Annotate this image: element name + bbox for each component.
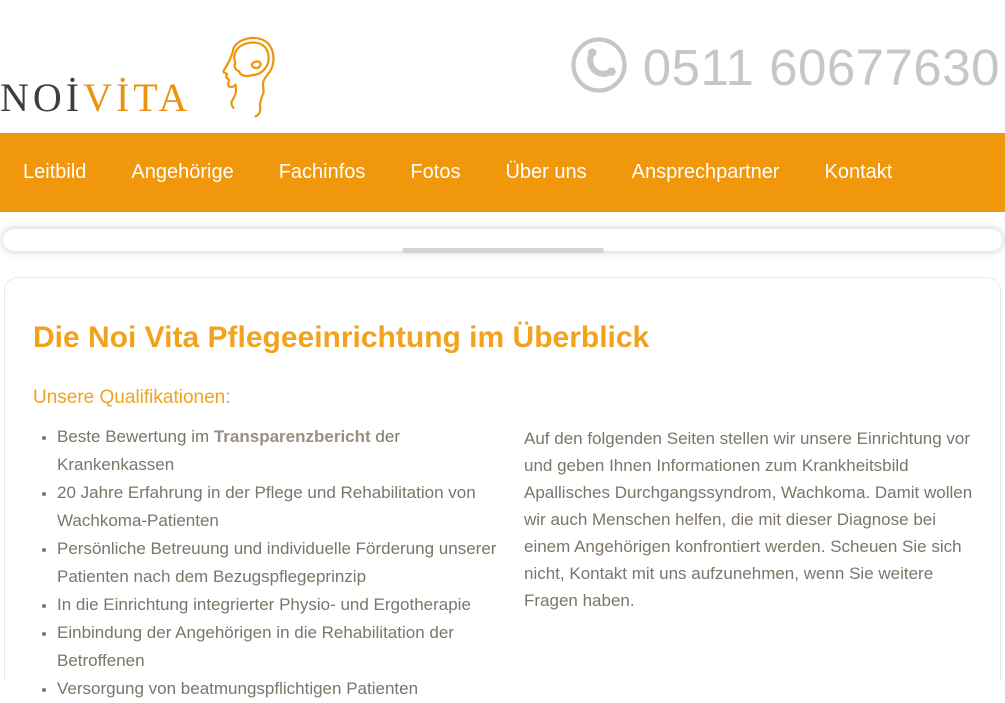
content-panel xyxy=(4,277,1001,698)
nav-item-fotos[interactable]: Fotos xyxy=(410,161,461,183)
qualifications-list xyxy=(33,421,498,703)
logo-wordmark xyxy=(0,75,192,120)
section-title: Unsere Qualifikationen: xyxy=(33,387,231,408)
intro-column xyxy=(524,421,986,703)
nav-item-ansprechpartner[interactable]: Ansprechpartner xyxy=(631,161,780,183)
nav-item-angehoerige[interactable]: Angehörige xyxy=(131,161,234,183)
page-title: Die Noi Vita Pflegeeinrichtung im Überblick xyxy=(33,321,650,354)
nav-item-ueber-uns[interactable]: Über uns xyxy=(505,161,587,183)
header xyxy=(0,0,1005,133)
qualification-item: • Persönliche Betreuung und individuelle Förderung unserer Patienten nach dem Bezugspflegeprinzip xyxy=(57,535,498,591)
qualification-item: • Versorgung von beatmungspflichtigen Patienten xyxy=(57,675,498,703)
logo-text-vita: VİTA xyxy=(83,75,192,120)
head-brain-icon xyxy=(207,32,281,129)
qualification-item: • Beste Bewertung im Transparenzbericht der Krankenkassen xyxy=(57,423,498,479)
scroll-handle[interactable] xyxy=(402,248,603,253)
logo-text-noi: NOİ xyxy=(0,75,84,120)
qualifications-column xyxy=(33,421,498,703)
phone-contact xyxy=(570,36,1000,99)
main-nav xyxy=(0,133,1005,212)
nav-item-kontakt[interactable]: Kontakt xyxy=(824,161,893,183)
content-columns xyxy=(33,421,972,703)
divider-strip xyxy=(3,229,1002,251)
phone-icon xyxy=(570,36,628,99)
qualification-item: • In die Einrichtung integrierter Physio- und Ergotherapie xyxy=(57,591,498,619)
qualification-item: • Einbindung der Angehörigen in die Rehabilitation der Betroffenen xyxy=(57,619,498,675)
nav-item-leitbild[interactable]: Leitbild xyxy=(23,161,87,183)
phone-number: 0511 60677630 xyxy=(642,39,1000,96)
intro-paragraph: Auf den folgenden Seiten stellen wir unsere Einrichtung vor und geben Ihnen Informationen zum Krankheitsbild Apallisches Durchgangssyndrom, Wachkoma. Damit wollen wir auch Menschen helfen, die mit dieser Diagnose bei einem Angehörigen konfrontiert werden. Scheuen Sie sich nicht, Kontakt mit uns aufzunehmen, wenn Sie weitere Fragen haben. xyxy=(524,429,973,610)
qualification-item: • 20 Jahre Erfahrung in der Pflege und Rehabilitation von Wachkoma-Patienten xyxy=(57,479,498,535)
transparenzbericht-link[interactable]: Transparenzbericht xyxy=(213,427,371,446)
nav-item-fachinfos[interactable]: Fachinfos xyxy=(278,161,366,183)
logo-link[interactable] xyxy=(0,28,281,129)
